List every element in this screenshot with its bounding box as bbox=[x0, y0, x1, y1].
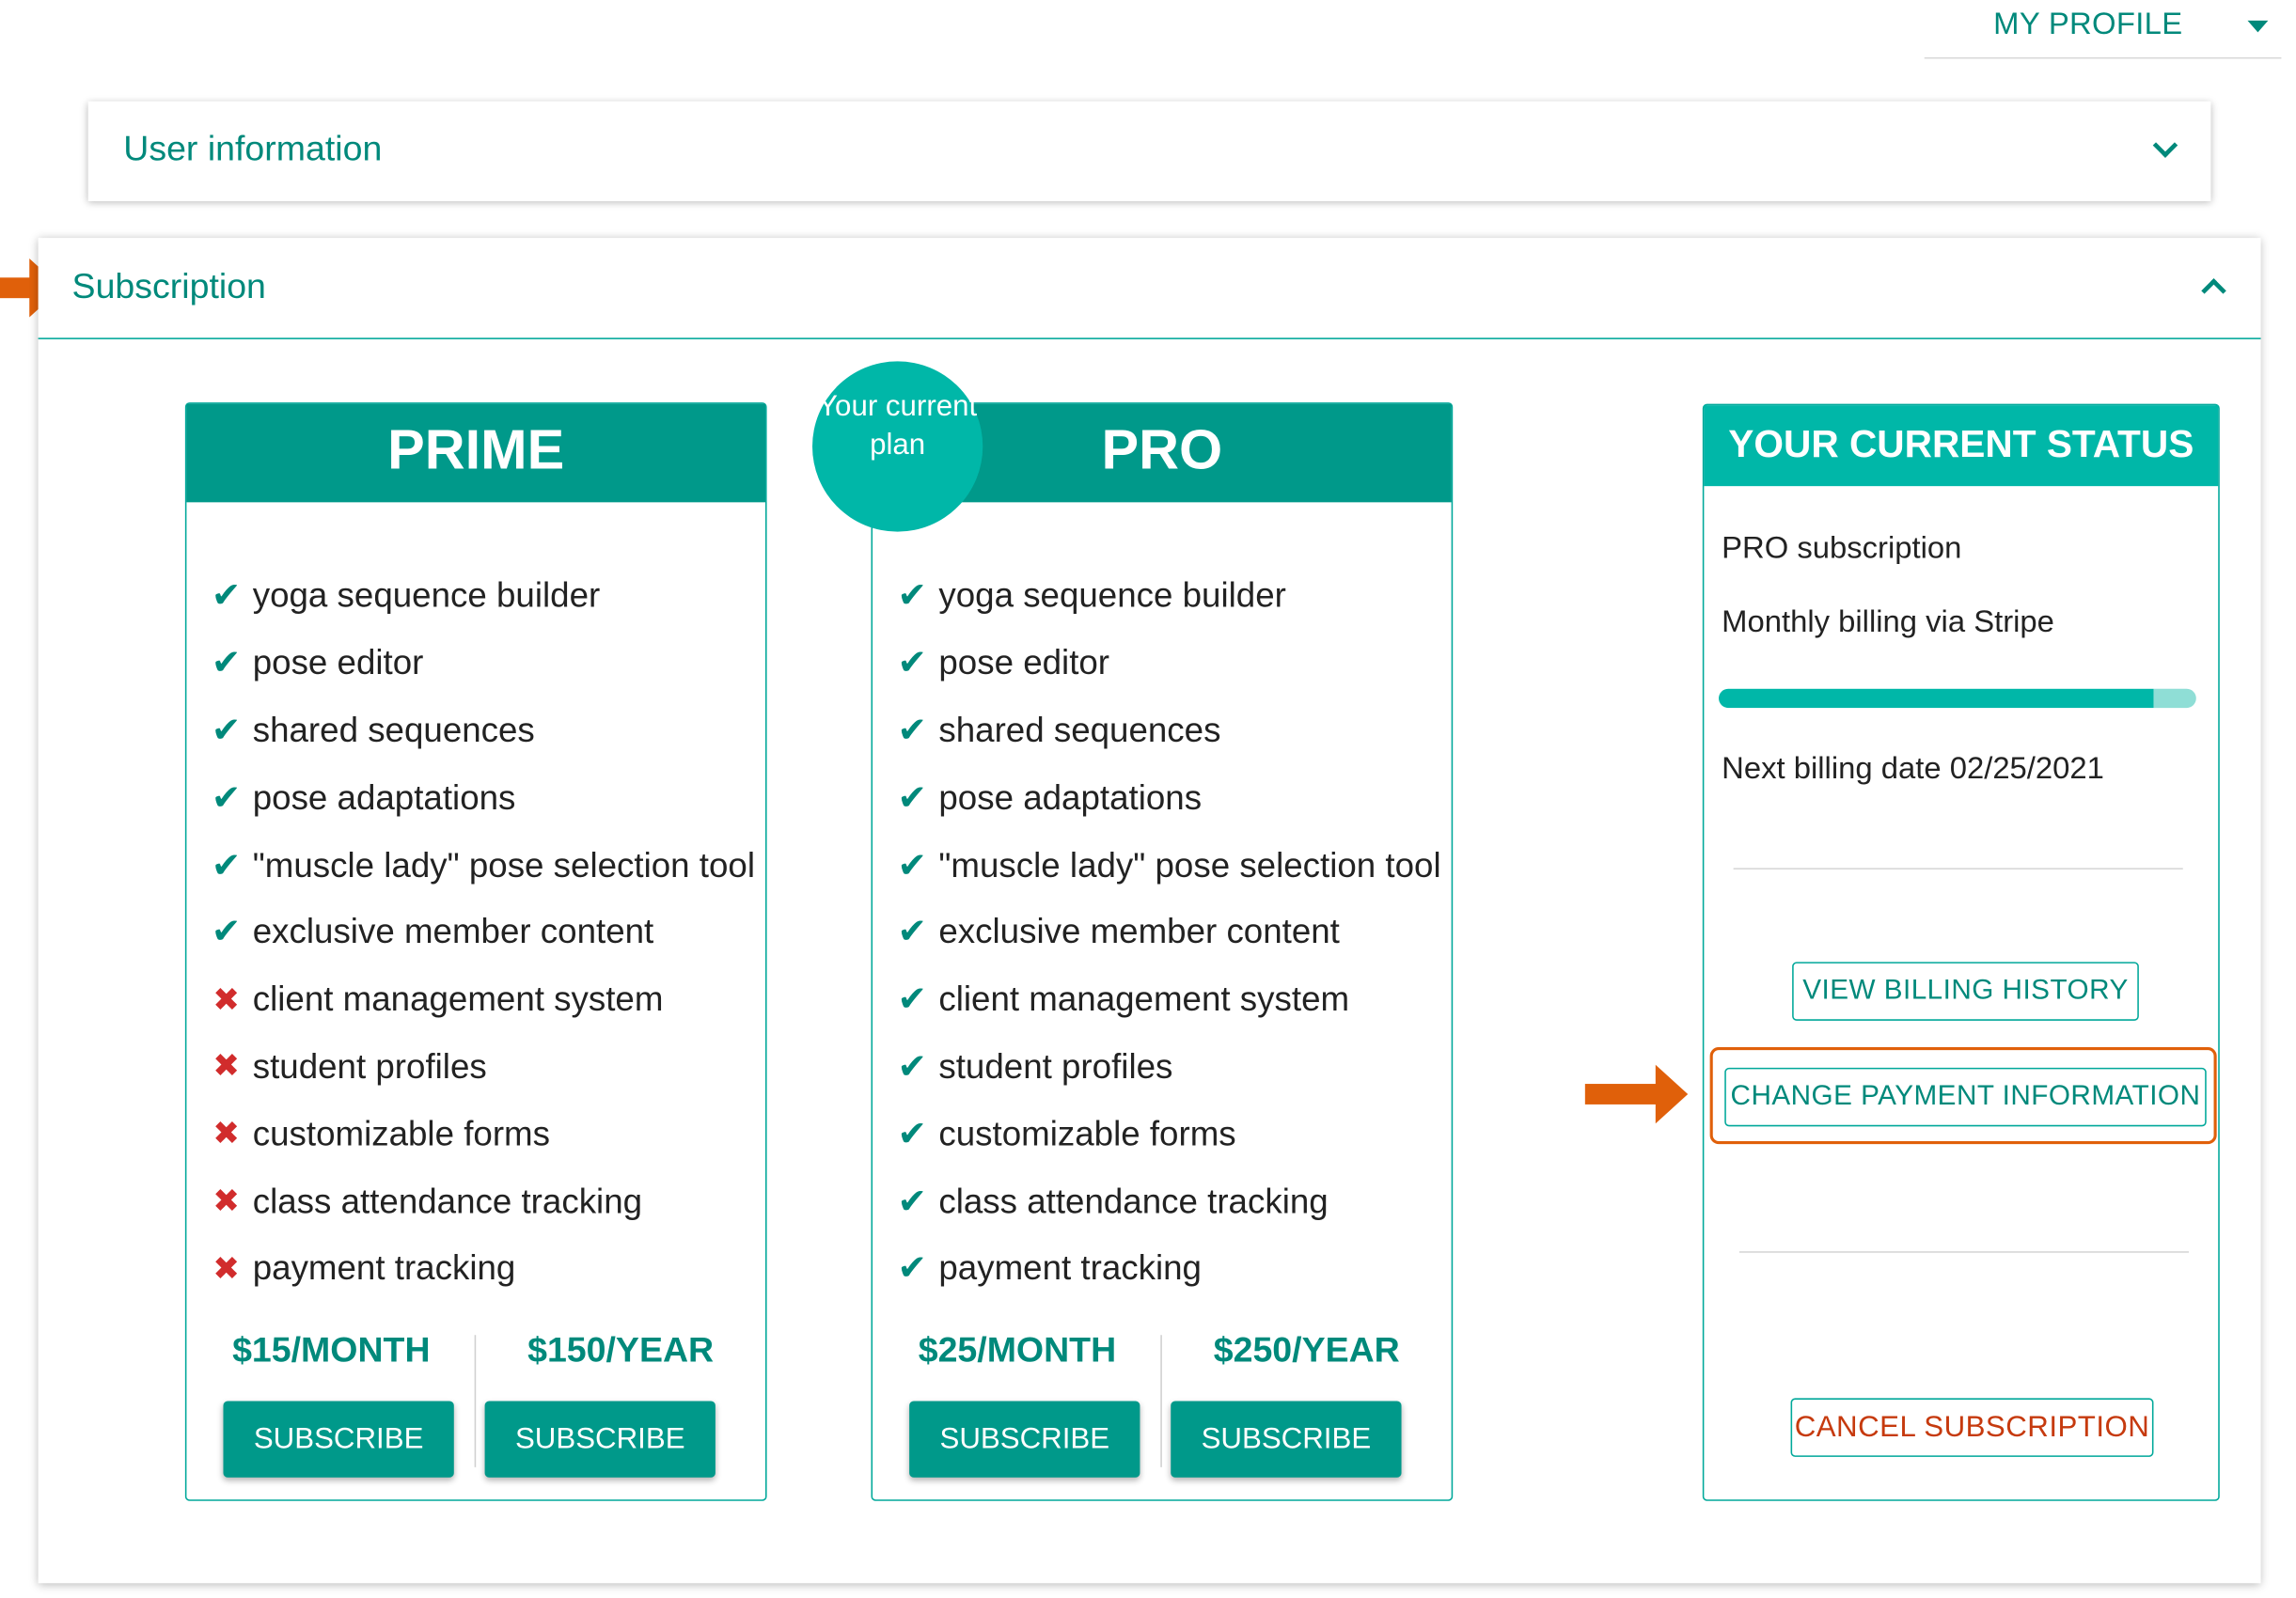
current-plan-badge: Your current plan bbox=[812, 361, 983, 531]
x-icon: ✖ bbox=[212, 1182, 241, 1219]
feature-item bbox=[896, 832, 1441, 900]
current-status-card bbox=[1703, 404, 2220, 1501]
feature-label: client management system bbox=[252, 979, 664, 1019]
change-payment-information-button[interactable]: CHANGE PAYMENT INFORMATION bbox=[1724, 1068, 2206, 1126]
price-row bbox=[873, 1326, 1452, 1473]
cancel-subscription-button[interactable]: CANCEL SUBSCRIPTION bbox=[1791, 1398, 2154, 1456]
price-row bbox=[186, 1326, 765, 1473]
divider bbox=[1734, 868, 2183, 870]
subscription-header[interactable] bbox=[39, 238, 2261, 339]
status-plan-text: PRO subscription bbox=[1722, 531, 1962, 566]
yearly-option bbox=[476, 1326, 765, 1473]
feature-label: payment tracking bbox=[252, 1248, 516, 1288]
next-billing-date: Next billing date 02/25/2021 bbox=[1722, 751, 2104, 786]
feature-label: "muscle lady" pose selection tool bbox=[252, 845, 756, 884]
check-icon: ✔ bbox=[211, 777, 242, 818]
check-icon: ✔ bbox=[897, 576, 927, 617]
view-billing-history-button[interactable]: VIEW BILLING HISTORY bbox=[1792, 962, 2139, 1020]
feature-item bbox=[896, 1167, 1441, 1235]
arrow-right-icon bbox=[1585, 1065, 1688, 1123]
feature-item bbox=[210, 832, 755, 900]
check-icon: ✔ bbox=[897, 711, 927, 751]
billing-progress-fill bbox=[1719, 689, 2153, 708]
user-information-title: User information bbox=[123, 129, 383, 169]
feature-item bbox=[210, 562, 755, 630]
feature-label: pose adaptations bbox=[252, 777, 516, 817]
feature-label: "muscle lady" pose selection tool bbox=[938, 845, 1441, 884]
check-icon: ✔ bbox=[211, 576, 242, 617]
feature-item bbox=[210, 764, 755, 832]
check-icon: ✔ bbox=[897, 1248, 927, 1289]
check-icon: ✔ bbox=[897, 1114, 927, 1154]
my-profile-label: MY PROFILE bbox=[1993, 7, 2183, 41]
feature-item bbox=[896, 1101, 1441, 1168]
feature-label: pose editor bbox=[938, 643, 1110, 682]
feature-item bbox=[210, 1167, 755, 1235]
feature-label: customizable forms bbox=[252, 1114, 551, 1153]
x-icon: ✖ bbox=[212, 1115, 241, 1152]
check-icon: ✔ bbox=[897, 777, 927, 818]
feature-list bbox=[896, 562, 1441, 1302]
check-icon: ✔ bbox=[211, 711, 242, 751]
x-icon: ✖ bbox=[212, 1047, 241, 1085]
yearly-price: $150/YEAR bbox=[527, 1330, 715, 1371]
check-icon: ✔ bbox=[211, 912, 242, 953]
plan-card-pro bbox=[872, 402, 1454, 1501]
status-title: YOUR CURRENT STATUS bbox=[1704, 405, 2218, 486]
check-icon: ✔ bbox=[897, 1046, 927, 1088]
feature-item bbox=[210, 630, 755, 697]
status-billing-text: Monthly billing via Stripe bbox=[1722, 604, 2054, 639]
feature-item bbox=[210, 1235, 755, 1303]
monthly-option bbox=[186, 1326, 476, 1473]
feature-item bbox=[210, 697, 755, 765]
feature-label: exclusive member content bbox=[938, 912, 1340, 951]
chevron-up-icon[interactable] bbox=[2201, 278, 2226, 304]
check-icon: ✔ bbox=[897, 845, 927, 885]
feature-item bbox=[896, 1033, 1441, 1101]
chevron-down-icon[interactable] bbox=[2153, 133, 2178, 158]
feature-label: customizable forms bbox=[938, 1114, 1236, 1153]
feature-label: class attendance tracking bbox=[252, 1182, 643, 1220]
billing-progress-bar bbox=[1719, 689, 2196, 708]
caret-down-icon bbox=[2247, 21, 2268, 32]
feature-label: student profiles bbox=[252, 1046, 487, 1086]
feature-label: exclusive member content bbox=[252, 912, 654, 951]
feature-label: shared sequences bbox=[252, 711, 535, 749]
monthly-price: $15/MONTH bbox=[232, 1330, 431, 1371]
feature-label: shared sequences bbox=[938, 711, 1221, 749]
plan-title: PRO bbox=[873, 404, 1452, 503]
feature-list bbox=[210, 562, 755, 1302]
feature-item bbox=[896, 764, 1441, 832]
subscription-title: Subscription bbox=[71, 267, 266, 307]
feature-label: student profiles bbox=[938, 1046, 1173, 1086]
feature-label: pose editor bbox=[252, 643, 424, 682]
feature-item bbox=[896, 562, 1441, 630]
yearly-price: $250/YEAR bbox=[1213, 1330, 1400, 1371]
subscribe-monthly-button[interactable]: SUBSCRIBE bbox=[223, 1402, 453, 1478]
feature-item bbox=[210, 966, 755, 1034]
feature-item bbox=[896, 966, 1441, 1034]
check-icon: ✔ bbox=[211, 643, 242, 683]
feature-item bbox=[896, 630, 1441, 697]
x-icon: ✖ bbox=[212, 980, 241, 1018]
check-icon: ✔ bbox=[897, 1182, 927, 1222]
user-information-accordion[interactable] bbox=[88, 102, 2211, 201]
feature-label: payment tracking bbox=[938, 1248, 1202, 1288]
subscribe-monthly-button[interactable]: SUBSCRIBE bbox=[909, 1402, 1140, 1478]
plan-title: PRIME bbox=[186, 404, 765, 503]
feature-label: pose adaptations bbox=[938, 777, 1203, 817]
subscribe-yearly-button[interactable]: SUBSCRIBE bbox=[1171, 1402, 1401, 1478]
feature-item bbox=[896, 1235, 1441, 1303]
feature-item bbox=[896, 697, 1441, 765]
feature-label: yoga sequence builder bbox=[252, 576, 601, 615]
feature-item bbox=[210, 1101, 755, 1168]
plan-card-prime bbox=[185, 402, 767, 1501]
feature-item bbox=[210, 1033, 755, 1101]
yearly-option bbox=[1162, 1326, 1452, 1473]
feature-item bbox=[210, 899, 755, 966]
check-icon: ✔ bbox=[211, 845, 242, 885]
feature-label: yoga sequence builder bbox=[938, 576, 1286, 615]
monthly-option bbox=[873, 1326, 1162, 1473]
my-profile-dropdown[interactable] bbox=[1925, 0, 2282, 58]
check-icon: ✔ bbox=[897, 979, 927, 1020]
feature-item bbox=[896, 899, 1441, 966]
check-icon: ✔ bbox=[897, 643, 927, 683]
monthly-price: $25/MONTH bbox=[918, 1330, 1117, 1371]
feature-label: client management system bbox=[938, 979, 1350, 1019]
feature-label: class attendance tracking bbox=[938, 1182, 1329, 1220]
subscribe-yearly-button[interactable]: SUBSCRIBE bbox=[485, 1402, 716, 1478]
check-icon: ✔ bbox=[897, 912, 927, 953]
divider bbox=[1739, 1251, 2189, 1253]
x-icon: ✖ bbox=[212, 1249, 241, 1287]
